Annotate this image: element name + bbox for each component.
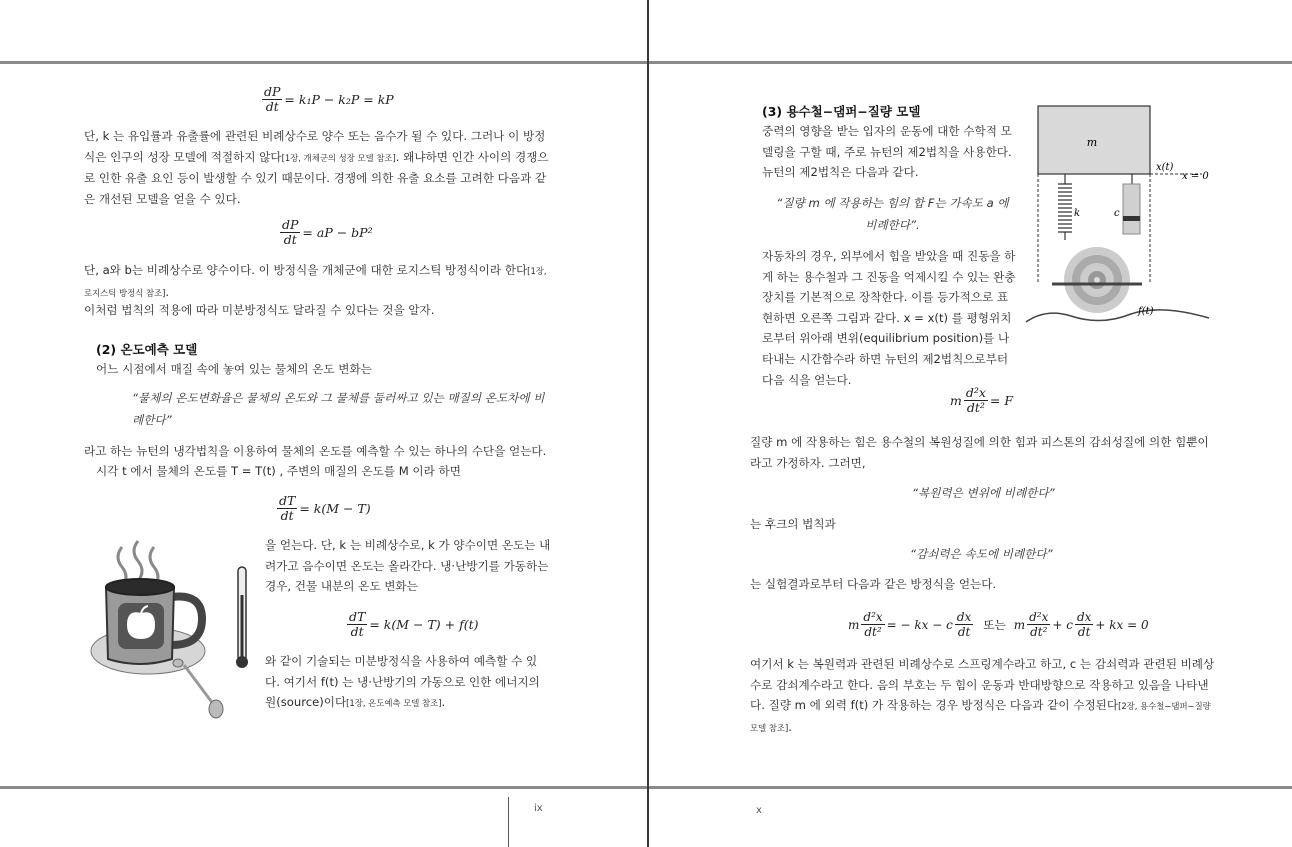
equation-population: $\frac{dP}{dt}$ = k₁P − k₂P = kP (264, 84, 394, 114)
displacement-label: x(t) (1156, 162, 1174, 173)
equation-cooling: $\frac{dT}{dt}$ = k(M − T) (279, 493, 371, 523)
bottom-rule (0, 786, 1292, 789)
road-surface (1026, 310, 1209, 322)
steam-line (134, 541, 142, 581)
page-divider (647, 0, 649, 847)
mass-label: m (1086, 136, 1098, 149)
thermometer-icon (234, 565, 250, 671)
paragraph-medium: 어느 시점에서 매질 속에 놓여 있는 물체의 온도 변화는 (96, 362, 372, 376)
footer-separator (508, 797, 509, 847)
paragraph-time-temp: 시각 t 에서 물체의 온도를 T = T(t) , 주변의 매질의 온도를 M 이라 하면 (96, 464, 461, 478)
spoon-tip (173, 659, 183, 667)
spoon-handle (184, 665, 214, 705)
quote-damping: “감쇠력은 속도에 비례한다” (910, 547, 1053, 561)
damper-label: c (1114, 208, 1120, 219)
quote-newton: “질량 m 에 작용하는 힘의 합 F는 가속도 a 에 비례한다”. (776, 196, 1009, 232)
quote-cooling-law: “물체의 온도변화율은 물체의 온도와 그 물체를 둘러싸고 있는 매질의 온도차에 비례한다” (132, 391, 545, 427)
paragraph-hooke: 는 후크의 법칙과 (750, 517, 836, 531)
equilibrium-label: x = 0 (1182, 171, 1209, 182)
paragraph-law-application: 이처럼 법칙의 적용에 따라 미분방정식도 달라질 수 있다는 것을 알자. (84, 303, 435, 317)
paragraph-proportional-constant: 단, k 는 유입률과 유출률에 관련된 비례상수로 양수 또는 음수가 될 수 있다. 그러나 이 방정식은 인구의 성장 모델에 적절하지 않다[1장, 개체군의 성장 모델 참조]. 왜냐하면 인간 사이의 경쟁으로 인한 유출 요인 등이 발생할 수 있기 때문이다. 경쟁에 의한 유출 요소를 고려한 다음과 같은 개선된 모델을 얻을 수 있다. (84, 129, 549, 206)
page-number-left: ix (534, 803, 543, 814)
equation-newton-mass: m $\frac{\text{d²x}}{\text{dt²}}$ = F (950, 385, 1014, 415)
damper (1123, 184, 1140, 234)
spoon-head (209, 700, 223, 718)
spring-label: k (1074, 208, 1081, 219)
paragraph-forces: 질량 m 에 작용하는 힘은 용수철의 복원성질에 의한 힘과 피스톤의 감쇠성질에 의한 힘뿐이라고 가정하자. 그러면, (750, 435, 1209, 470)
apple-icon (127, 612, 155, 639)
paragraph-hvac-source: 와 같이 기술되는 미분방정식을 사용하여 예측할 수 있다. 여기서 f(t) 는 냉·난방기의 가동으로 인한 에너지의 원(source)이다[1장, 온도예측 모델 참조]. (265, 654, 540, 710)
paragraph-car-suspension: 자동차의 경우, 외부에서 힘을 받았을 때 진동을 하게 하는 용수철과 그 진동을 억제시킬 수 있는 완충장치를 기본적으로 장착한다. 이를 등가적으로 표현하면 오른쪽 그림과 같다. x = x(t) 를 평형위치로부터 위아래 변위(equilibrium position)를 나타내는 시간함수라 하면 뉴턴의 제2법칙으로부터 다음 식을 얻는다. (762, 249, 1016, 387)
force-label: f(t) (1138, 306, 1154, 317)
spring-damper-mass-figure (1022, 100, 1212, 330)
paragraph-logistic: 단, a와 b는 비례상수로 양수이다. 이 방정식을 개체군에 대한 로지스틱 방정식이라 한다[1장, 로지스틱 방정식 참조]. (84, 263, 547, 299)
section-heading-spring-damper: (3) 용수철−댐퍼−질량 모델 (762, 104, 921, 119)
paragraph-cooling-explanation: 을 얻는다. 단, k 는 비례상수로, k 가 양수이면 온도는 내려가고 음수이면 온도는 올라간다. 냉·난방기를 가동하는 경우, 건물 내분의 온도 변화는 (265, 538, 551, 594)
paragraph-newton-cooling: 라고 하는 뉴턴의 냉각법칙을 이용하여 물체의 온도를 예측할 수 있는 하나의 수단을 얻는다. (84, 444, 547, 458)
equation-damped-oscillator: m $\frac{\text{d²x}}{\text{dt²}}$ = − kx − c $\frac{dx}{dt}$ 또는 m $\frac{\text{d²x}}{\text{dt²}}$ + c $\frac{dx}{dt}$ + kx = 0 (848, 610, 1149, 639)
paragraph-experiment: 는 실험결과로부터 다음과 같은 방정식을 얻는다. (750, 577, 997, 591)
mug-coffee (106, 579, 174, 595)
quote-hooke: “복원력은 변위에 비례한다” (912, 486, 1055, 500)
page-number-right: x (756, 805, 762, 816)
paragraph-spring-constant: 여기서 k 는 복원력과 관련된 비례상수로 스프링계수라고 하고, c 는 감쇠력과 관련된 비례상수로 감쇠계수라고 한다. 음의 부호는 두 힘이 운동과 반대방향으로 작용하고 있음을 나타낸다. 질량 m 에 외력 f(t) 가 작용하는 경우 방정식은 다음과 같이 수정된다[2장, 용수철−댐퍼−질량 모델 참조]. (750, 657, 1215, 734)
damper-piston (1123, 216, 1140, 221)
equation-logistic: $\frac{dP}{dt}$ = aP − bP² (282, 217, 373, 247)
top-rule (0, 61, 1292, 64)
paragraph-newton-second: 중력의 영향을 받는 입자의 운동에 대한 수학적 모델링을 구할 때, 주로 뉴턴의 제2법칙을 사용한다. 뉴턴의 제2법칙은 다음과 같다. (762, 124, 1012, 180)
section-heading-temperature: (2) 온도예측 모델 (96, 342, 198, 357)
spring (1058, 184, 1072, 232)
equation-hvac: $\frac{dT}{dt}$ = k(M − T) + f(t) (349, 609, 479, 639)
